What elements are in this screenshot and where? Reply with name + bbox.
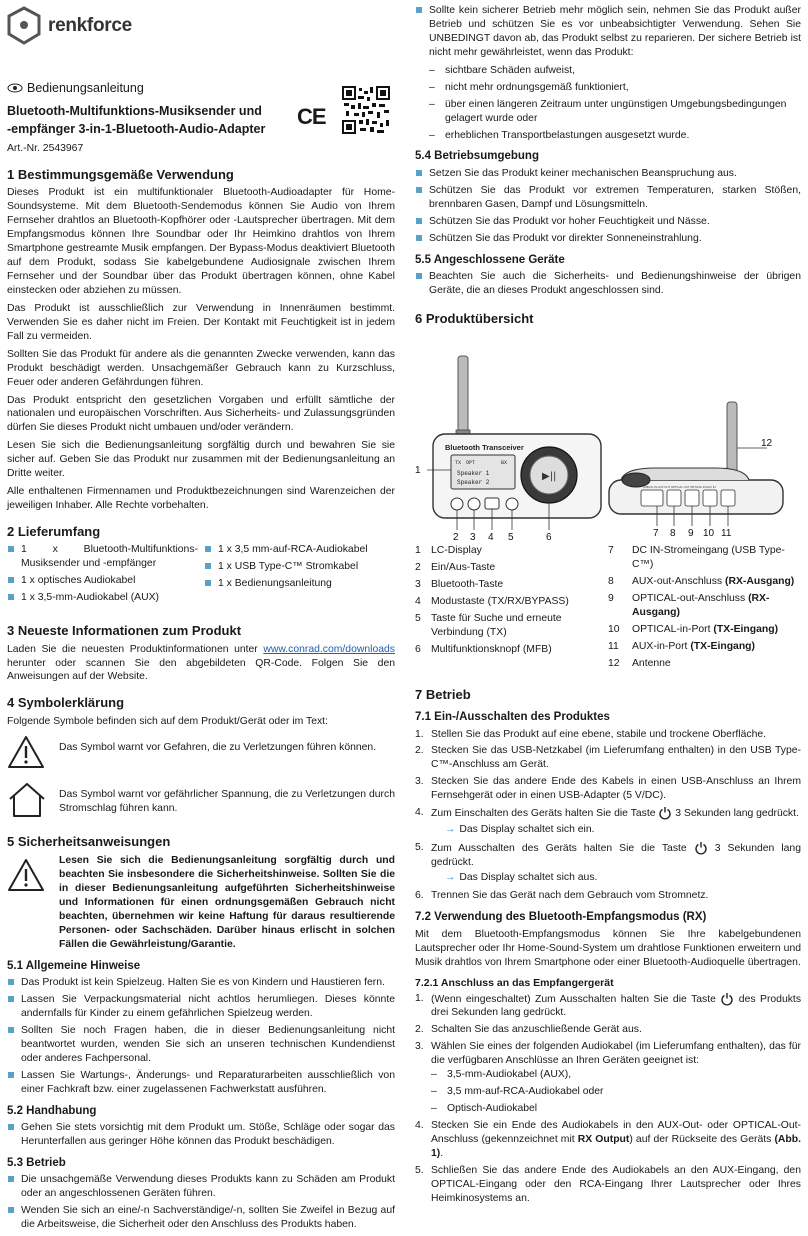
list-item: – erheblichen Transportbelastungen ausgesetzt wurde. [429,129,801,143]
list-item: Beachten Sie auch die Sicherheits- und Bedienungshinweise der übrigen Geräte, die an dieses Produkt angeschlossen sind. [415,270,801,298]
manual-label: Bedienungsanleitung [27,81,144,95]
part-item: 6 Multifunktionsknopf (MFB) [415,643,552,655]
callout-label: 8 [670,528,676,540]
list-item: – 3,5 mm-auf-RCA-Audiokabel oder [431,1085,801,1099]
callout-label: 1 [415,465,421,477]
paragraph: Lesen Sie sich die Bedienungsanleitung sorgfältig durch und bewahren Sie sie sicher auf. Geben Sie das Produkt nur zusammen mit der Bedienungsanleitung an Dritte weiter. [7,440,395,480]
list-item: Schützen Sie das Produkt vor hoher Feuchtigkeit und Nässe. [415,215,801,229]
list-item: Sollte kein sicherer Betrieb mehr möglich sein, nehmen Sie das Produkt außer Betrieb und schützen Sie es vor unbeabsichtigter Verwendung. Sehen Sie UNBEDINGT davon ab, das Produkt selbst zu reparieren. Der sichere Betrieb ist nicht mehr gewährleistet, wenn das Produkt: [415,4,801,60]
safety-warning [7,854,395,952]
step: 3. Wählen Sie eines der folgenden Audiokabel (im Lieferumfang enthalten), das für die verfügbaren Anschlüsse an Ihren Geräten geeignet ist: – 3,5-mm-Audiokabel (AUX), – 3,5 mm-auf-RCA-Audiokabel oder – Optisch-Audiokabel [415,1040,801,1116]
part-item: 4 Modustaste (TX/RX/BYPASS) [415,596,569,608]
optical-in-port [703,490,717,506]
list-item: 1 x 3,5-mm-Audiokabel (AUX) [7,591,198,605]
optical-out-port [685,490,699,506]
part-item: 12 Antenne [608,657,671,669]
callout-label: 7 [653,528,659,540]
callout-label: 4 [488,532,494,541]
list-item: 1 x Bedienungsanleitung [204,577,395,591]
paragraph: Folgende Symbole befinden sich auf dem Produkt/Gerät oder im Text: [7,715,328,727]
list-item: 1 x USB Type-C™ Stromkabel [204,560,395,574]
callout-label: 12 [761,438,773,450]
warning-triangle-icon [7,735,45,769]
document-header [7,80,395,156]
part-item: 1 LC-Display [415,545,482,557]
power-icon [720,992,734,1006]
power-button [451,498,463,510]
renkforce-logo-icon [4,6,44,46]
step: 4. Zum Einschalten des Geräts halten Sie die Taste 3 Sekunden lang gedrückt. → Das Display schaltet sich ein. [415,806,801,837]
part-item: 5 Taste für Suche und erneute Verbindung (TX) [415,612,562,638]
qr-code-icon[interactable] [342,86,390,134]
screen-ext: BX [501,460,508,467]
section-heading: 7 Betrieb [415,686,471,702]
callout-label: 3 [470,532,476,541]
symbol-row [7,782,395,823]
house-voltage-icon [7,782,47,818]
step: 5. Schließen Sie das andere Ende des Audiokabels an den AUX-Eingang, den OPTICAL-Eingang oder den RCA-Eingang Ihrer Lautsprecher oder Ihres Heimkinosystems an. [415,1164,801,1204]
brand-name: renkforce [48,15,132,37]
part-item: 7 DC IN-Stromeingang (USB Type-C™) [608,545,785,571]
product-illustration [415,330,801,540]
symbol-description: Das Symbol warnt vor gefährlicher Spannung, die zu Verletzungen durch Stromschlag führen kann. [59,788,395,814]
arrow-right-icon: → [445,872,456,884]
product-diagram [415,330,801,540]
subsection-heading: 5.1 Allgemeine Hinweise [7,959,141,972]
part-item: 10 OPTICAL-in-Port (TX-Eingang) [608,623,779,635]
list-item: Setzen Sie das Produkt keiner mechanischen Beanspruchung aus. [415,167,801,181]
ce-mark: CE [297,104,326,129]
callout-label: 2 [453,532,459,541]
part-item: 11 AUX-in-Port (TX-Eingang) [608,640,755,652]
back-port-labels: USB DC IN AUX OUT OPTICAL OUT OPTICAL IN AUX IN [643,485,716,490]
subsection-heading: 7.2 Verwendung des Bluetooth-Empfangsmodus (RX) [415,911,707,924]
warning-triangle-icon [7,858,45,892]
dc-in-port [641,490,663,506]
subsection-heading: 7.1 Ein-/Ausschalten des Produktes [415,711,610,724]
aux-out-port [667,490,681,506]
list-item: – sichtbare Schäden aufweist, [429,64,801,78]
power-icon [694,841,708,855]
step: 2. Schalten Sie das anzuschließende Gerät aus. [415,1024,642,1036]
parts-list [415,544,801,674]
device-label: Bluetooth Transceiver [445,443,524,453]
section-heading: 1 Bestimmungsgemäße Verwendung [7,167,234,182]
part-item: 3 Bluetooth-Taste [415,579,504,591]
result-note: → Das Display schaltet sich ein. [445,823,595,835]
result-note: → Das Display schaltet sich aus. [445,872,598,884]
list-item: Gehen Sie stets vorsichtig mit dem Produkt um. Stöße, Schläge oder sogar das Herunterfallen aus geringer Höhe können das Produkt beschädigen. [7,1121,395,1149]
step: 4. Stecken Sie ein Ende des Audiokabels in den AUX-Out- oder OPTICAL-Out-Anschluss (gekennzeichnet mit RX Output) auf der Rückseite des Geräts (Abb. 1). [415,1119,801,1159]
subsubsection-heading: 7.2.1 Anschluss an das Empfangergerät [415,976,614,989]
list-item: Lassen Sie Wartungs-, Änderungs- und Reparaturarbeiten ausschließlich von einer Fachkraft bzw. einer zugelassenen Fachwerkstatt ausführen. [7,1069,395,1097]
list-item: – Optisch-Audiokabel [431,1102,801,1116]
download-link[interactable]: www.conrad.com/downloads [263,643,395,655]
right-column [415,4,801,1209]
search-button [506,498,518,510]
section-heading: 2 Lieferumfang [7,524,101,540]
eye-icon [7,83,23,93]
power-icon [658,806,672,820]
section-heading: 6 Produktübersicht [415,310,534,326]
callout-label: 9 [688,528,694,540]
callout-label: 10 [703,528,715,540]
paragraph: Dieses Produkt ist ein multifunktionaler Bluetooth-Audioadapter für Home-Soundsysteme. Mit dem Bluetooth-Sendemodus können Sie Audio von Ihrem Fernseher drahtlos an Bluetooth-Kopfhörer oder -Lautsprecher übertragen. Mit dem Empfangsmodus können Ihre Soundbar oder Ihr Heimkino drahtlos von Ihrem Smartphone gestreamte Musik empfangen. Der Bypass-Modus deaktiviert Bluetooth auf dem Produkt, sodass Sie kabelgebundene Audiosignale zwischen Ihrem Fernseher und der Soundbar über das Produkt übertragen können, ohne Kabel einstecken oder abziehen zu müssen. [7,187,395,296]
warning-text: Lesen Sie sich die Bedienungsanleitung sorgfältig durch und beachten Sie insbesondere die Sicherheitshinweise. Sollten Sie die in dieser Bedienungsanleitung aufgeführten Sicherheitshinweise und Informationen für einen ordnungsgemäßen Gebrauch nicht beachten, übernehmen wir keine Haftung für daraus resultierende Personen- oder Sachschäden. Darüber hinaus erlischt in solchen Fällen die Gewährleistung/Garantie. [59,855,395,950]
callout-label: 11 [721,528,732,540]
subsection-heading: 5.3 Betrieb [7,1156,66,1169]
step: 1. (Wenn eingeschaltet) Zum Ausschalten halten Sie die Taste des Produkts drei Sekunden lang gedrückt. [415,992,802,1019]
screen-opt: OPT [466,460,476,467]
step: 3. Stecken Sie das andere Ende des Kabels in einen USB-Anschluss an Ihrem Fernsehgerät oder in einen USB-Adapter (5 V/DC). [415,776,801,802]
list-item: 1 x optisches Audiokabel [7,574,198,588]
play-pause-icon: ▶|| [542,471,557,483]
section-heading: 5 Sicherheitsanweisungen [7,833,171,849]
list-item: Lassen Sie Verpackungsmaterial nicht achtlos herumliegen. Dieses könnte andernfalls für Kinder zu einem gefährlichen Spielzeug werden. [7,993,395,1021]
list-item: 1 x Bluetooth-Multifunktions-Musiksender und -empfänger [7,543,198,571]
list-item: Schützen Sie das Produkt vor extremen Temperaturen, starken Stößen, brennbaren Gasen, Dampf und Lösungsmitteln. [415,184,801,212]
subsection-heading: 5.4 Betriebsumgebung [415,150,539,163]
step: 6. Trennen Sie das Gerät nach dem Gebrauch vom Stromnetz. [415,890,709,902]
part-item: 9 OPTICAL-out-Anschluss (RX-Ausgang) [608,593,770,618]
screen-speaker-2: Speaker 2 [457,479,490,487]
step: 1. Stellen Sie das Produkt auf eine ebene, stabile und trockene Oberfläche. [415,728,767,740]
list-item: Die unsachgemäße Verwendung dieses Produkts kann zu Schäden am Produkt oder an angeschlossenen Geräten führen. [7,1173,395,1201]
paragraph: Das Produkt ist ausschließlich zur Verwendung in Innenräumen bestimmt. Verwenden Sie es daher nicht im Freien. Der Kontakt mit Feuchtigkeit ist in jedem Fall zu vermeiden. [7,302,395,342]
manual-label-row [7,80,395,97]
subsection-heading: 5.2 Handhabung [7,1104,97,1117]
bluetooth-button [468,498,480,510]
arrow-right-icon: → [445,823,456,835]
list-item: Das Produkt ist kein Spielzeug. Halten Sie es von Kindern und Haustieren fern. [7,976,395,990]
product-title: Bluetooth-Multifunktions-Musiksender und -empfänger 3-in-1-Bluetooth-Audio-Adapter [7,103,266,136]
section-heading: 3 Neueste Informationen zum Produkt [7,623,242,639]
callout-label: 6 [546,532,552,541]
left-column [7,166,395,1236]
brand-logo [4,6,132,46]
symbol-description: Das Symbol warnt vor Gefahren, die zu Verletzungen führen können. [59,741,377,753]
screen-speaker-1: Speaker 1 [457,470,490,478]
paragraph: Das Produkt entspricht den gesetzlichen Vorgaben und erfüllt sämtliche der nationalen und europäischen Vorschriften. Aus Sicherheits- und Zulassungsgründen dürfen Sie dieses Produkt nicht umbauen und/oder verändern. [7,394,395,434]
callout-label: 5 [508,532,514,541]
paragraph: Sollten Sie das Produkt für andere als die genannten Zwecke verwenden, kann das Produkt beschädigt werden. Unsachgemäßer Gebrauch kann zu Kurzschluss, Feuer oder anderen Gefährdungen führen. [7,348,395,388]
step: 5. Zum Ausschalten des Geräts halten Sie die Taste 3 Sekunden lang gedrückt. → Das Display schaltet sich aus. [415,841,801,884]
aux-in-port [721,490,735,506]
front-antenna [458,356,468,438]
list-item: – über einen längeren Zeitraum unter ungünstigen Umgebungsbedingungen gelagert wurde oder [429,98,801,126]
symbol-row [7,735,395,774]
delivery-contents [7,543,395,612]
list-item: – 3,5-mm-Audiokabel (AUX), [431,1068,801,1082]
list-item: – nicht mehr ordnungsgemäß funktioniert, [429,81,801,95]
list-item: Sollten Sie noch Fragen haben, die in dieser Bedienungsanleitung nicht beantwortet wurden, wenden Sie sich an unseren technischen Kundendienst oder anderes Fachpersonal. [7,1024,395,1066]
list-item: Wenden Sie sich an eine/-n Sachverständige/-n, sollten Sie Zweifel in Bezug auf die Arbeitsweise, die Sicherheit oder den Anschluss des Produkts haben. [7,1204,395,1232]
article-number: Art.-Nr. 2543967 [7,143,84,155]
section-heading: 4 Symbolerklärung [7,695,125,711]
step: 2. Stecken Sie das USB-Netzkabel (im Lieferumfang enthalten) in den USB Type-C™-Anschluss am Gerät. [415,745,801,771]
mode-button [485,498,499,509]
paragraph: Laden Sie die neuesten Produktinformationen unter www.conrad.com/downloads herunter oder scannen Sie den abgebildeten QR-Code. Folgen Sie den Anweisungen auf der Website. [7,643,395,683]
paragraph: Alle enthaltenen Firmennamen und Produktbezeichnungen sind Warenzeichen der jeweiligen Inhaber. Alle Rechte vorbehalten. [7,486,395,512]
screen-tx: TX [455,460,462,467]
list-item: 1 x 3,5 mm-auf-RCA-Audiokabel [204,543,395,557]
part-item: 2 Ein/Aus-Taste [415,562,496,574]
list-item: Schützen Sie das Produkt vor direkter Sonneneinstrahlung. [415,232,801,246]
part-item: 8 AUX-out-Anschluss (RX-Ausgang) [608,576,795,588]
paragraph: Mit dem Bluetooth-Empfangsmodus können Sie Ihre kabelgebundenen Lautsprecher oder Ihr Home-Sound-System um drahtlose Funktionen erweitern und Musik drahtlos von Ihrem Smartphone oder einer Bluetooth-Audioquelle übertragen. [415,928,801,968]
subsection-heading: 5.5 Angeschlossene Geräte [415,253,565,266]
